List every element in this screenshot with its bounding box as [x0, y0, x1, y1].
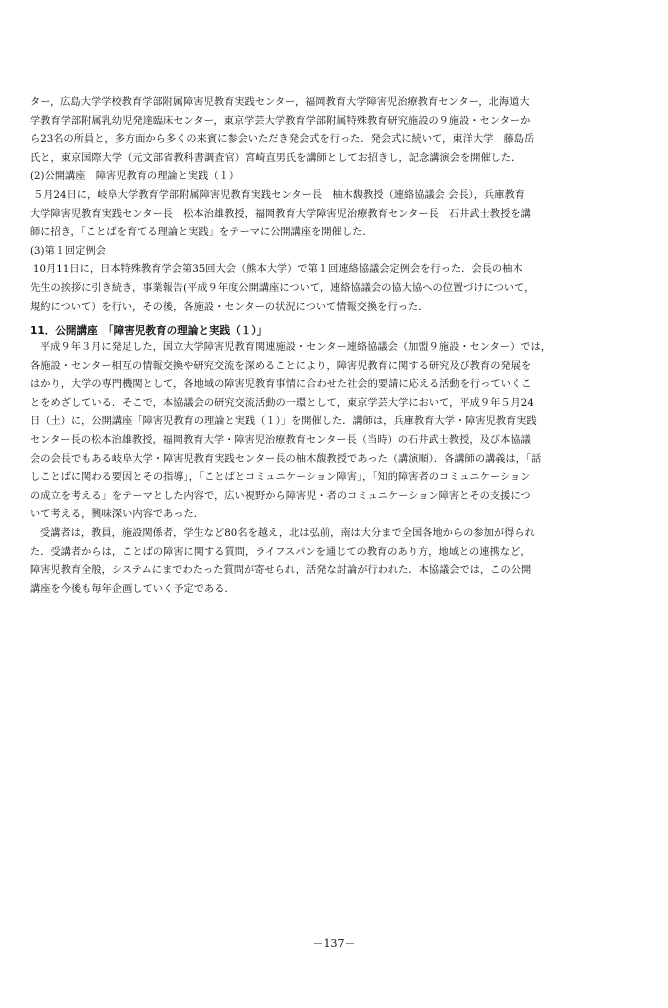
text-line: 規約について）を行い，その後，各施設・センターの状況について情報交換を行った． [30, 301, 429, 313]
subsection-title-3: (3)第１回定例会 [30, 245, 107, 257]
text-line: ター，広島大学学校教育学部附属障害児教育実践センター，福岡教育大学障害児治療教育センター，北海道大 [30, 97, 530, 108]
text-line: の成立を考える」をテーマとした内容で，広い視野から障害児・者のコミュニケーション障害とその支援につ [30, 490, 531, 502]
section-b-body [30, 339, 642, 599]
text-line: 10月11日に，日本特殊教育学会第35回大会（熊本大学）で第１回連絡協議会定例会を行った．会長の柚木 [33, 264, 523, 276]
text-line: 大学障害児教育実践センター長 松本治雄教授，福岡教育大学障害児治療教育センター長 石井武士教授を講 [30, 208, 531, 220]
text-line: 講座を今後も毎年企画していく予定である． [30, 583, 235, 595]
text-line: 各施設・センター相互の情報交換や研究交流を深めることにより，障害児教育に関する研究及び教育の発展を [30, 360, 532, 372]
text-line: 障害児教育全般，システムにまでわたった質問が寄せられ，活発な討論が行われた．本協議会では，この公開 [30, 565, 532, 577]
text-line: しことばに関わる要因とその指導」，「ことばとコミュニケーション障害」，「知的障害者のコミュニケーション [30, 472, 531, 484]
text-line: 受講者は，教員，施設関係者，学生など80名を越え，北は弘前，南は大分まで全国各地からの参加が得られ [40, 527, 535, 539]
subsection-title-2: (2)公開講座 障害児教育の理論と実践（１） [30, 171, 240, 183]
section-a-body [30, 94, 642, 317]
text-line: 先生の挨拶に引き続き，事業報告(平成９年度公開講座について，連絡協議会の協大協への位置づけについて， [30, 282, 535, 294]
text-line: 学教育学部附属乳幼児発達臨床センター，東京学芸大学教育学部附属特殊教育研究施設の９施設・センターか [30, 115, 531, 127]
text-line: た．受講者からは，ことばの障害に関する質問，ライフスパンを通じての教育のあり方，地域との連携など， [30, 546, 531, 558]
text-line: いて考える，興味深い内容であった． [30, 509, 204, 521]
text-line: 平成９年３月に発足した，国立大学障害児教育関連施設・センター連絡協議会（加盟９施設・センター）では， [40, 342, 552, 353]
section-heading: 11．公開講座 「障害児教育の理論と実践（１）」 [30, 325, 268, 337]
text-line: ５月24日に，岐阜大学教育学部附属障害児教育実践センター長 柚木馥教授（連絡協議会 会長），兵庫教育 [33, 189, 526, 201]
text-line: はかり，大学の専門機関として，各地域の障害児教育事情に合わせた社会的要請に応える活動を行っていくこ [30, 379, 532, 391]
text-line: 日（土）に，公開講座「障害児教育の理論と実践（１）」を開催した．講師は，兵庫教育大学・障害児教育実践 [30, 416, 537, 428]
text-line: 氏と，東京国際大学（元文部省教科書調査官）宮崎直男氏を講師としてお招きし，記念講演会を開催した． [30, 152, 522, 164]
text-line: センター長の松本治雄教授，福岡教育大学・障害児治療教育センター長（当時）の石井武士教授，及び本協議 [30, 434, 531, 446]
text-line: 会の会長でもある岐阜大学・障害児教育実践センター長の柚木馥教授であった（講演順）．各講師の講義は，「話 [30, 453, 542, 465]
text-line: とをめざしている．そこで，本協議会の研究交流活動の一環として，東京学芸大学において，平成９年５月24 [30, 397, 534, 409]
text-line: ら23名の所員と，多方面から多くの来賓に参会いただき発会式を行った．発会式に続いて，東洋大学 藤島岳 [30, 134, 535, 146]
page-number: －137－ [312, 937, 356, 950]
text-line: 師に招き，「ことばを育てる理論と実践」をテーマに公開講座を開催した． [30, 227, 373, 239]
